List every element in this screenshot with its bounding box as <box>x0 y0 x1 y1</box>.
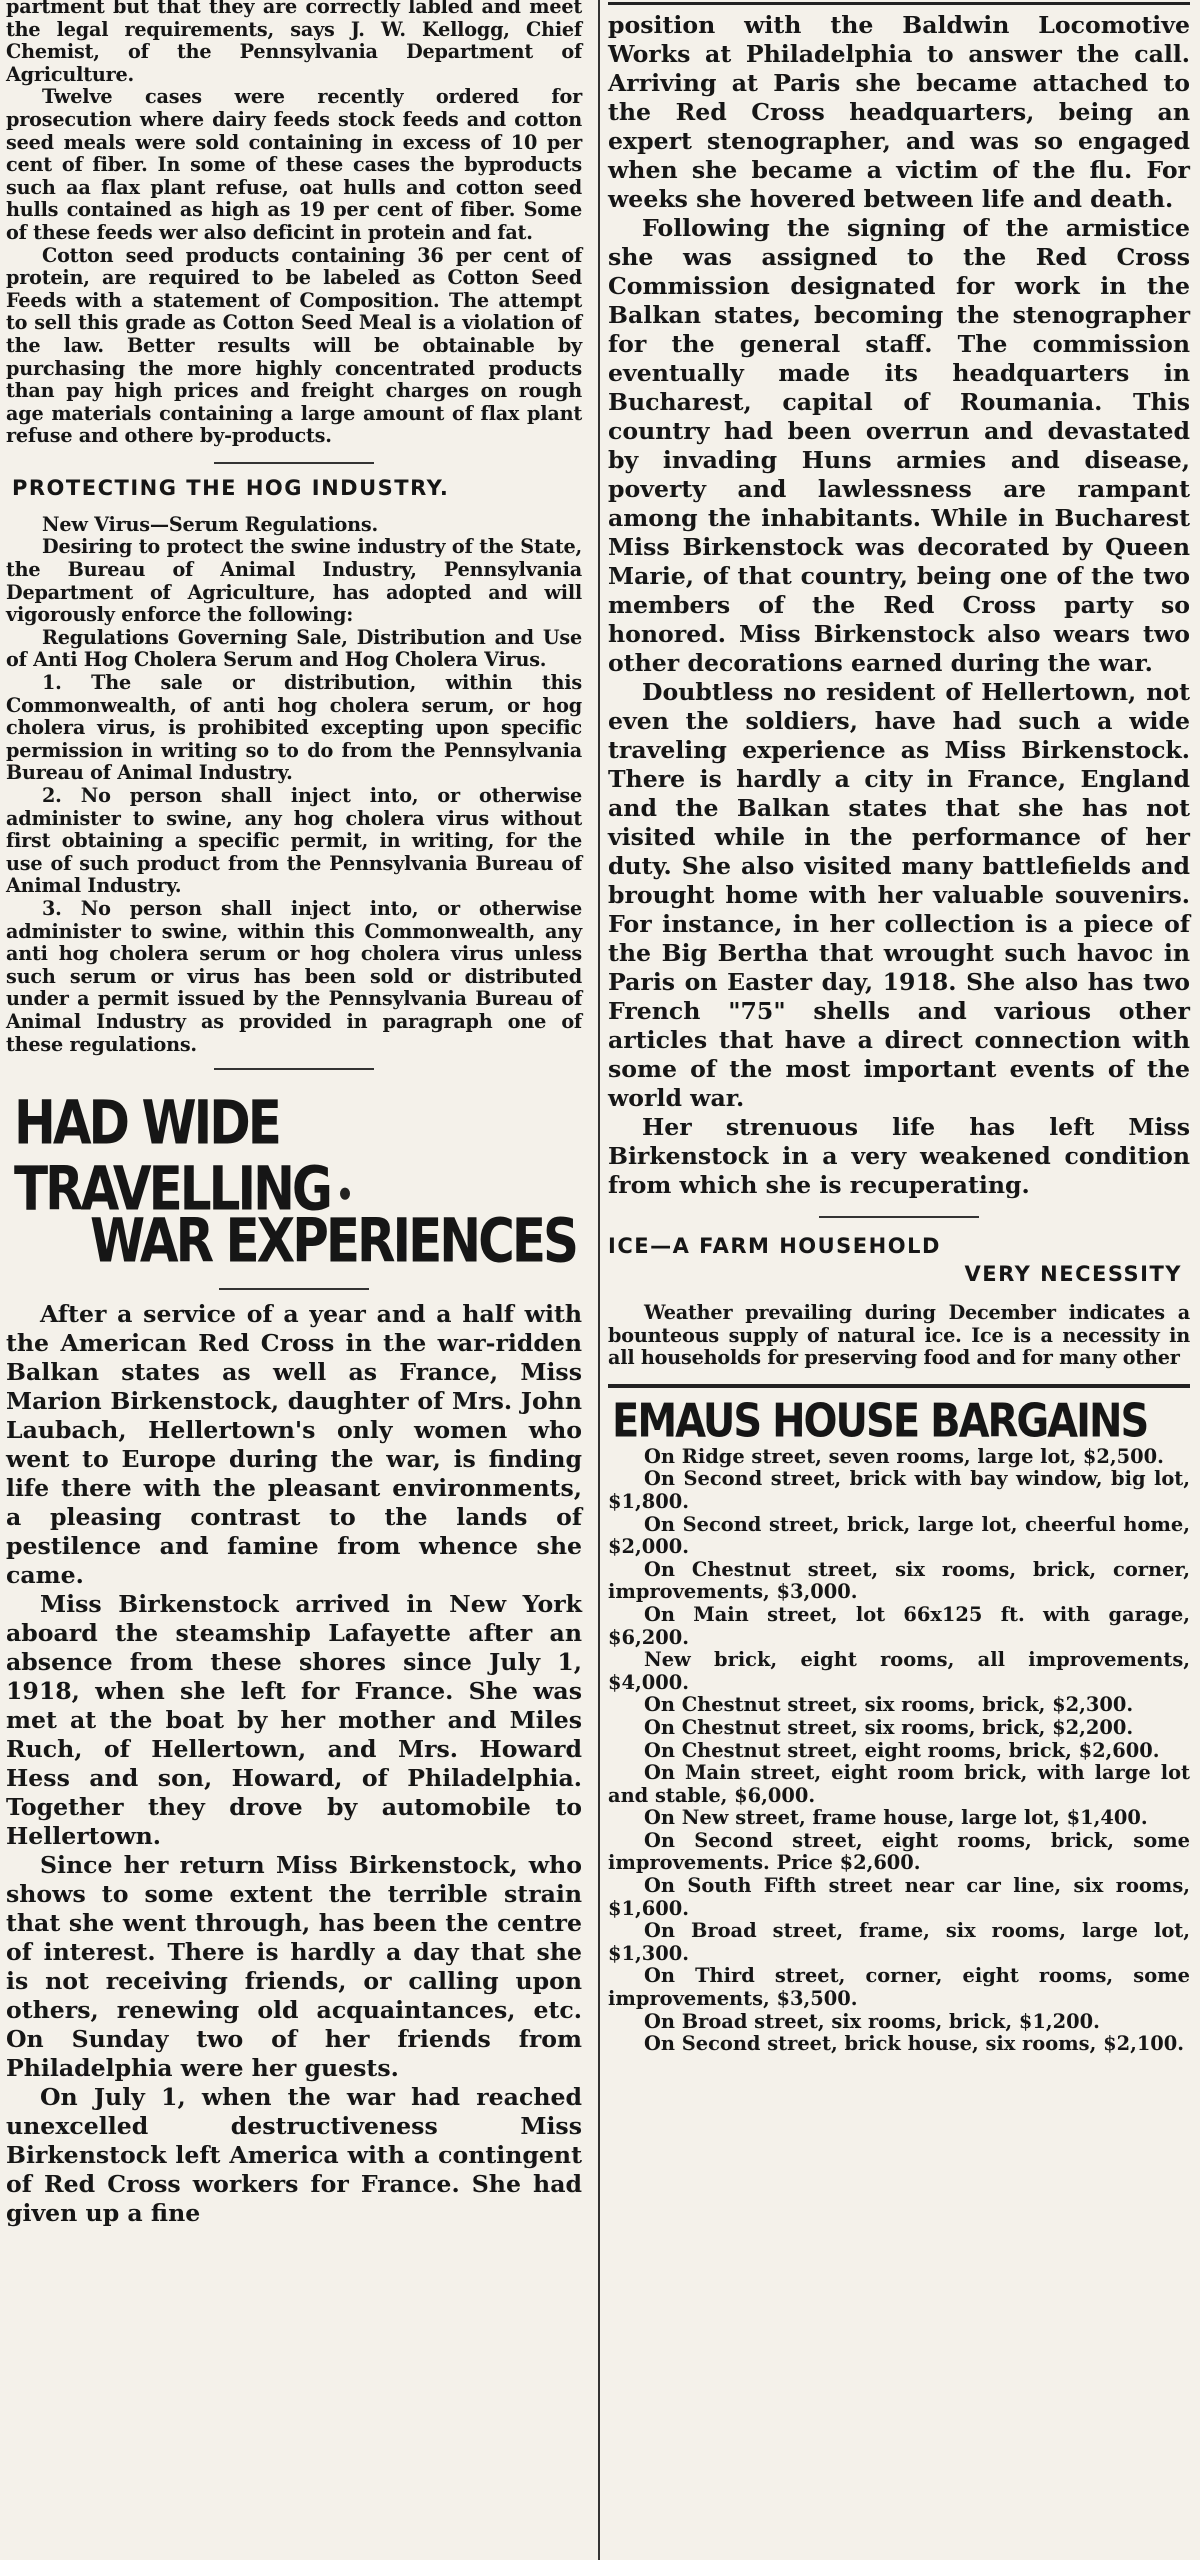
feed-cotton: Cotton seed products containing 36 per cent of protein, are required to be labeled as Cotton Seed Feeds with a statement of Composition. The attempt to sell this grade as Cotton Seed Meal is a violation of the law. Better results will be obtainable by purchasing the more highly concentrated products than pay high prices and freight charges on rough age materials containing a large amount of flax plant refuse and othere by-products. <box>6 243 582 448</box>
headline-line-1 <box>6 1087 582 1225</box>
ice-headline <box>608 1232 1190 1288</box>
ice-article <box>608 1302 1190 1370</box>
story-paragraph: Doubtless no resident of Hellertown, not even the soldiers, have had such a wide traveling experience as Miss Birkenstock. There is hardly a city in France, England and the Balkan states that she has not visited while in the performance of her duty. She also visited many battlefields and brought home with her valuable souvenirs. For instance, in her collection is a piece of the Big Bertha that wrought such havoc in Paris on Easter day, 1918. She also has two French "75" shells and various other articles that have a direct connection with some of the most important events of the world war. <box>608 678 1190 1112</box>
listing-item: On Broad street, six rooms, brick, $1,200. <box>644 2009 1100 2033</box>
story-paragraph: Following the signing of the armistice she was assigned to the Red Cross Commission designated for work in the Balkan states, becoming the stenographer for the general staff. The commission eventually made its headquarters in Bucharest, capital of Roumania. This country had been overrun and devastated by invading Huns armies and disease, poverty and lawlessness are rampant among the inhabitants. While in Bucharest Miss Birkenstock was decorated by Queen Marie, of that country, being one of the two members of the Red Cross party so honored. Miss Birkenstock also wears two other decorations earned during the war. <box>608 214 1190 677</box>
listing-item: On South Fifth street near car line, six rooms, $1,600. <box>608 1874 1190 1920</box>
story-paragraph: Miss Birkenstock arrived in New York aboard the steamship Lafayette after an absence from these shores since July 1, 1918, when she left for France. She was met at the boat by her mother and Miles Ruch, of Hellertown, and Mrs. Howard Hess and son, Howard, of Philadelphia. Together they drove by automobile to Hellertown. <box>6 1590 582 1851</box>
listing-item: On Ridge street, seven rooms, large lot, $2,500. <box>644 1444 1164 1468</box>
listing-item: On Second street, brick with bay window, big lot, $1,800. <box>608 1467 1190 1513</box>
headline-text-1: HAD WIDE TRAVELLING <box>14 1087 330 1225</box>
story-paragraph: After a service of a year and a half with the American Red Cross in the war-ridden Balkan states as well as France, Miss Marion Birkenstock, daughter of Mrs. John Laubach, Hellertown's only women who went to Europe during the war, is finding life there with the pleasant environments, a pleasing contrast to the lands of pestilence and famine from whence she came. <box>6 1300 582 1590</box>
hog-intro: Desiring to protect the swine industry of the State, the Bureau of Animal Industry, Pennsylvania Department of Agriculture, has adopted and will vigorously enforce the following: <box>6 535 582 627</box>
birkenstock-story-part-2 <box>608 11 1190 1200</box>
listing-item: On Chestnut street, six rooms, brick, $2,300. <box>644 1693 1134 1717</box>
section-rule <box>819 1216 979 1218</box>
listing-item: New brick, eight rooms, all improvements, $4,000. <box>608 1648 1190 1694</box>
story-paragraph: Since her return Miss Birkenstock, who shows to some extent the terrible strain that she went through, has been the centre of interest. There is hardly a day that she is not receiving friends, or calling upon others, renewing old acquaintances, etc. On Sunday two of her friends from Philadelphia were her guests. <box>6 1851 582 2083</box>
ice-headline-line-2: VERY NECESSITY <box>964 1262 1182 1286</box>
story-paragraph: Her strenuous life has left Miss Birkenstock in a very weakened condition from which she is recuperating. <box>608 1113 1190 1199</box>
hog-rule-2: 2. No person shall inject into, or otherwise administer to swine, any hog cholera virus without first obtaining a specific permit, in writing, for the use of such product from the Pennsylvania Bureau of Animal Industry. <box>6 784 582 898</box>
ice-paragraph: Weather prevailing during December indicates a bounteous supply of natural ice. Ice is a necessity in all households for preserving food and for many other <box>608 1301 1190 1370</box>
listing-item: On Chestnut street, eight rooms, brick, $2,600. <box>644 1738 1160 1762</box>
listing-item: On Main street, lot 66x125 ft. with garage, $6,200. <box>608 1602 1190 1649</box>
column-divider <box>598 0 600 2560</box>
birkenstock-story-part-1 <box>6 1300 582 2228</box>
feed-article <box>6 0 582 448</box>
story-paragraph: On July 1, when the war had reached unexcelled destructiveness Miss Birkenstock left America with a contingent of Red Cross workers for France. She had given up a fine <box>6 2083 582 2228</box>
ad-headline: EMAUS HOUSE BARGAINS <box>612 1394 1148 1448</box>
hog-headline: PROTECTING THE HOG INDUSTRY. <box>12 475 450 500</box>
house-listings <box>608 1446 1190 2056</box>
bullet-dot <box>340 1187 350 1199</box>
headline-rule <box>219 1288 369 1290</box>
feed-cases: Twelve cases were recently ordered for prosecution where dairy feeds stock feeds and cotton seed meals were sold containing in excess of 10 per cent of fiber. In some of these cases the byproducts such aa flax plant refuse, oat hulls and cotton seed hulls contained as high as 19 per cent of fiber. Some of these feeds wer also deficint in protein and fat. <box>6 85 582 244</box>
hog-rule-1: 1. The sale or distribution, within this Commonwealth, of anti hog cholera serum, or hog cholera virus, is prohibited excepting upon specific permission in writing so to do from the Pennsylvania Bureau of Animal Industry. <box>6 671 582 785</box>
ad-top-rule <box>608 1384 1190 1388</box>
left-column <box>0 0 594 2560</box>
top-rule <box>608 2 1190 5</box>
hog-article <box>6 514 582 1056</box>
listing-item: On Second street, brick, large lot, cheerful home, $2,000. <box>608 1512 1190 1559</box>
listing-item: On New street, frame house, large lot, $1,400. <box>644 1806 1148 1830</box>
headline-line-2: WAR EXPERIENCES <box>90 1205 576 1277</box>
feed-intro: partment but that they are correctly labled and meet the legal requirements, says J. W. Kellogg, Chief Chemist, of the Pennsylvania Department of Agriculture. <box>6 0 582 86</box>
hog-regulation-title: Regulations Governing Sale, Distribution and Use of Anti Hog Cholera Serum and Hog Cholera Virus. <box>6 625 582 672</box>
right-column <box>604 0 1200 2560</box>
hog-rule-3: 3. No person shall inject into, or otherwise administer to swine, within this Commonwealth, any anti hog cholera serum or hog cholera virus unless such serum or virus has been sold or distributed under a permit issued by the Pennsylvania Bureau of Animal Industry as provided in paragraph one of these regulations. <box>6 896 582 1056</box>
listing-item: On Chestnut street, six rooms, brick, $2,200. <box>644 1715 1134 1739</box>
story-paragraph: position with the Baldwin Locomotive Works at Philadelphia to answer the call. Arriving at Paris she became attached to the Red Cross headquarters, being an expert stenographer, and was so engaged when she became a victim of the flu. For weeks she hovered between life and death. <box>608 11 1190 213</box>
listing-item: On Main street, eight room brick, with large lot and stable, $6,000. <box>608 1761 1190 1807</box>
listing-item: On Second street, brick house, six rooms, $2,100. <box>644 2032 1185 2056</box>
listing-item: On Broad street, frame, six rooms, large lot, $1,300. <box>608 1919 1190 1965</box>
ice-headline-line-1: ICE—A FARM HOUSEHOLD <box>608 1234 941 1258</box>
listing-item: On Third street, corner, eight rooms, some improvements, $3,500. <box>608 1964 1190 2011</box>
listing-item: On Second street, eight rooms, brick, some improvements. Price $2,600. <box>608 1828 1190 1875</box>
hog-subtitle: New Virus—Serum Regulations. <box>42 512 378 536</box>
section-rule <box>214 462 374 464</box>
listing-item: On Chestnut street, six rooms, brick, corner, improvements, $3,000. <box>608 1557 1190 1604</box>
section-rule <box>214 1068 374 1070</box>
